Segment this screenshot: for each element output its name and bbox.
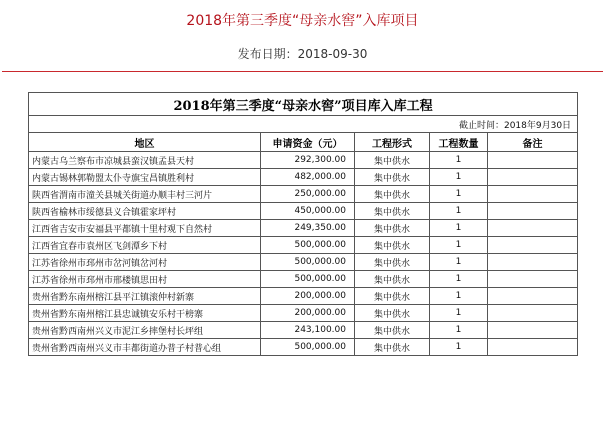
table-row: [29, 220, 578, 237]
table-header-row: [29, 133, 578, 152]
cell-area: 贵州省黔西南州兴义市丰都街道办普子村普心组: [29, 339, 261, 356]
cell-amount: 249,350.00: [261, 220, 355, 237]
cell-note: [488, 203, 578, 220]
column-header-amount: 申请资金（元）: [261, 133, 355, 152]
title-divider: [2, 71, 603, 72]
cell-quantity: 1: [430, 169, 488, 186]
cell-note: [488, 339, 578, 356]
table-row: [29, 254, 578, 271]
cell-amount: 250,000.00: [261, 186, 355, 203]
cell-amount: 500,000.00: [261, 339, 355, 356]
table-row: [29, 152, 578, 169]
table-row: [29, 322, 578, 339]
page-title: 2018年第三季度“母亲水窖”入库项目: [186, 13, 419, 29]
cutoff-date: 截止时间：2018年9月30日: [29, 116, 578, 133]
cell-quantity: 1: [430, 271, 488, 288]
cell-form: 集中供水: [355, 339, 430, 356]
cell-quantity: 1: [430, 186, 488, 203]
cell-amount: 482,000.00: [261, 169, 355, 186]
cell-form: 集中供水: [355, 152, 430, 169]
cell-form: 集中供水: [355, 220, 430, 237]
cell-form: 集中供水: [355, 169, 430, 186]
cell-note: [488, 186, 578, 203]
cell-note: [488, 305, 578, 322]
cell-quantity: 1: [430, 322, 488, 339]
cell-area: 内蒙古乌兰察布市凉城县蛮汉镇孟县天村: [29, 152, 261, 169]
publish-date-line: [0, 46, 605, 62]
cell-quantity: 1: [430, 254, 488, 271]
cell-area: 贵州省黔东南州榕江县平江镇滚仲村新寨: [29, 288, 261, 305]
cell-area: 江西省吉安市安福县平都镇十里村观下自然村: [29, 220, 261, 237]
cell-quantity: 1: [430, 237, 488, 254]
cell-note: [488, 220, 578, 237]
cell-form: 集中供水: [355, 305, 430, 322]
cell-form: 集中供水: [355, 237, 430, 254]
cell-note: [488, 322, 578, 339]
cell-area: 江苏省徐州市邳州市邢楼镇思田村: [29, 271, 261, 288]
cell-note: [488, 288, 578, 305]
column-header-note: 备注: [488, 133, 578, 152]
cell-form: 集中供水: [355, 254, 430, 271]
cell-form: 集中供水: [355, 203, 430, 220]
cell-quantity: 1: [430, 305, 488, 322]
cell-note: [488, 169, 578, 186]
table-row: [29, 288, 578, 305]
project-table-image: [28, 92, 577, 356]
cell-area: 陕西省榆林市绥德县义合镇霍家坪村: [29, 203, 261, 220]
table-title: 2018年第三季度“母亲水窖”项目库入库工程: [29, 93, 578, 116]
cell-quantity: 1: [430, 339, 488, 356]
table-row: [29, 237, 578, 254]
column-header-area: 地区: [29, 133, 261, 152]
cell-amount: 243,100.00: [261, 322, 355, 339]
cell-amount: 450,000.00: [261, 203, 355, 220]
publish-date-label: 发布日期：: [237, 47, 298, 61]
cell-note: [488, 152, 578, 169]
cell-amount: 200,000.00: [261, 305, 355, 322]
cell-area: 贵州省黔东南州榕江县忠诚镇安乐村干榜寨: [29, 305, 261, 322]
cell-form: 集中供水: [355, 322, 430, 339]
cell-amount: 200,000.00: [261, 288, 355, 305]
table-row: [29, 271, 578, 288]
column-header-form: 工程形式: [355, 133, 430, 152]
cell-note: [488, 271, 578, 288]
cell-form: 集中供水: [355, 271, 430, 288]
table-row: [29, 169, 578, 186]
cell-quantity: 1: [430, 288, 488, 305]
cell-form: 集中供水: [355, 288, 430, 305]
cell-area: 江西省宜春市袁州区飞剑潭乡下村: [29, 237, 261, 254]
cell-form: 集中供水: [355, 186, 430, 203]
publish-date-value: 2018-09-30: [297, 47, 368, 61]
cell-amount: 500,000.00: [261, 254, 355, 271]
cell-amount: 292,300.00: [261, 152, 355, 169]
table-row: [29, 305, 578, 322]
column-header-quantity: 工程数量: [430, 133, 488, 152]
cell-area: 陕西省渭南市潼关县城关街道办顺丰村三河片: [29, 186, 261, 203]
table-row: [29, 339, 578, 356]
cell-area: 贵州省黔西南州兴义市泥江乡摔堡村长坪组: [29, 322, 261, 339]
cell-area: 江苏省徐州市邳州市岔河镇岔河村: [29, 254, 261, 271]
cell-note: [488, 237, 578, 254]
cell-amount: 500,000.00: [261, 237, 355, 254]
table-row: [29, 203, 578, 220]
project-table: [28, 92, 578, 356]
cell-quantity: 1: [430, 203, 488, 220]
cell-amount: 500,000.00: [261, 271, 355, 288]
cell-area: 内蒙古锡林郭勒盟太仆寺旗宝昌镇胜利村: [29, 169, 261, 186]
cell-quantity: 1: [430, 220, 488, 237]
table-row: [29, 186, 578, 203]
cell-quantity: 1: [430, 152, 488, 169]
cell-note: [488, 254, 578, 271]
